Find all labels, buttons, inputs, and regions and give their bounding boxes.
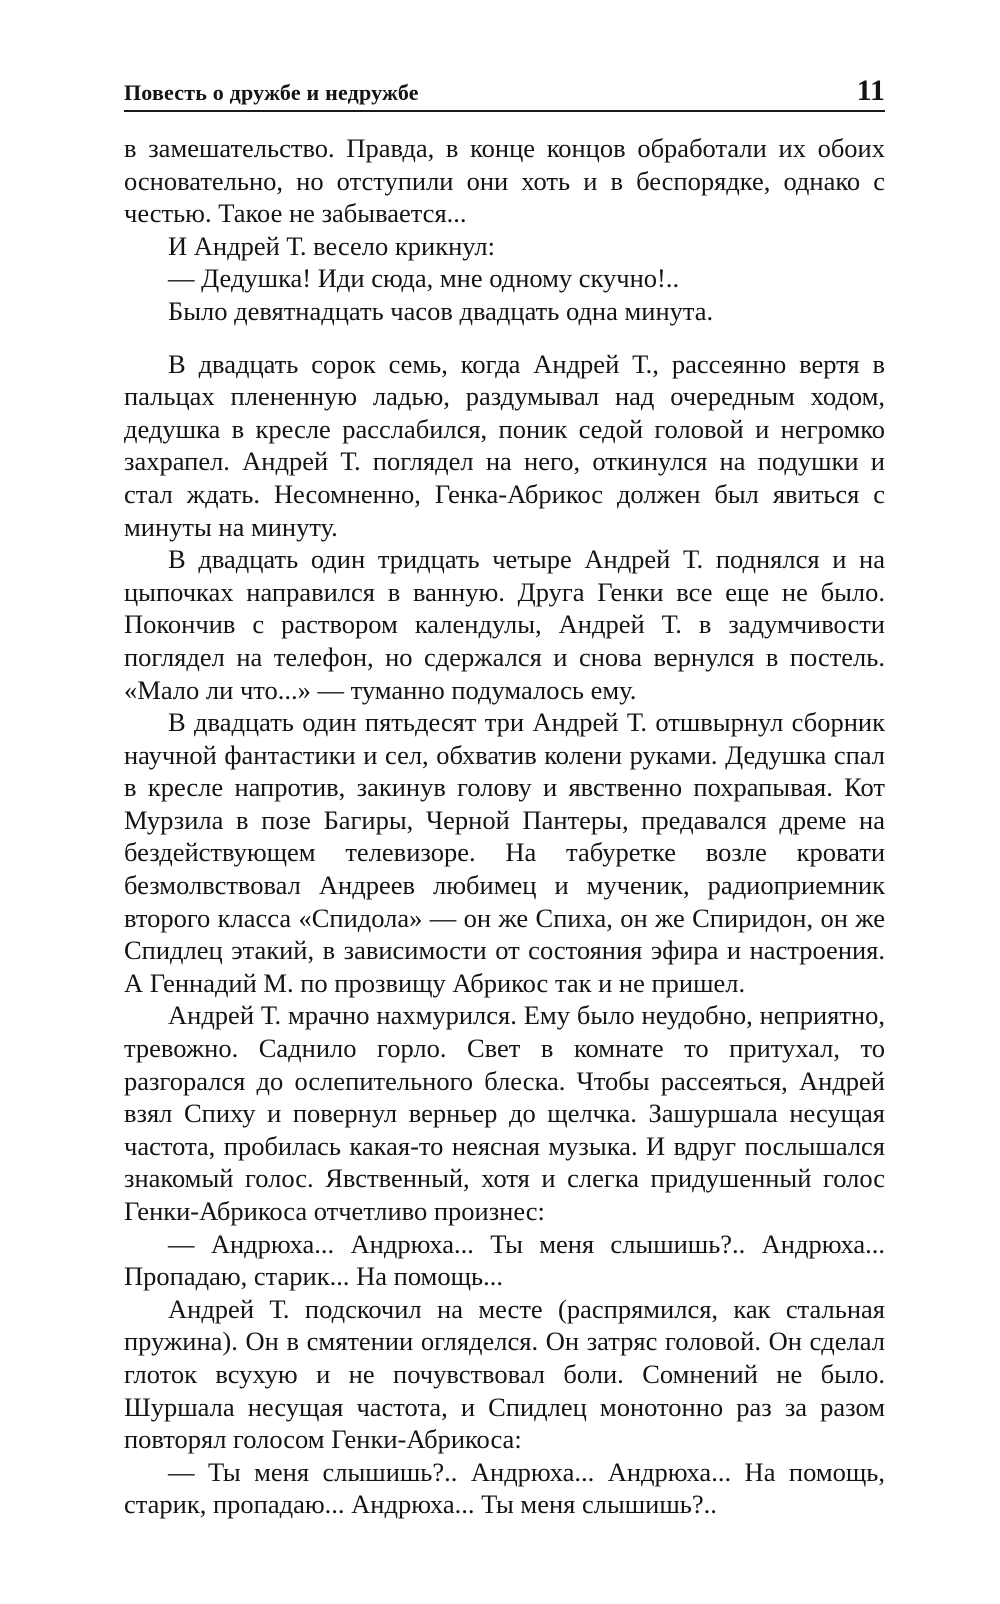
paragraph: В двадцать один пятьдесят три Андрей Т. отшвырнул сборник научной фантастики и сел, обхватив колени руками. Дедушка спал в кресле напротив, закинув голову и явственно похрапывая. Кот Мурзила в позе Багиры, Черной Пантеры, предавался дреме на бездействующем телевизоре. На табуретке возле кровати безмолвствовал Андреев любимец и мученик, радиоприемник второго класса «Спидола» — он же Спиха, он же Спиридон, он же Спидлец этакий, в зависимости от состояния эфира и настроения. А Геннадий М. по прозвищу Абрикос так и не пришел. [124,707,885,998]
body-text [124,132,885,1521]
paragraph: Андрей Т. подскочил на месте (распрямился, как стальная пружина). Он в смятении огляделся. Он затряс головой. Он сделал глоток всухую и не почувствовал боли. Сомнений не было. Шуршала несущая частота, и Спидлец монотонно раз за разом повторял голосом Генки-Абрикоса: [124,1293,885,1455]
paragraph: В двадцать один тридцать четыре Андрей Т. поднялся и на цыпочках направился в ванную. Друга Генки все еще не было. Покончив с раствором календулы, Андрей Т. в задумчивости поглядел на телефон, но сдержался и снова вернулся в постель. «Мало ли что...» — туманно подумалось ему. [124,544,885,705]
running-header [124,70,885,112]
page-number: 11 [856,74,885,107]
paragraph: в замешательство. Правда, в конце концов обработали их обоих основательно, но отступили они хоть и в беспорядке, однако с честью. Такое не забывается... [124,133,885,229]
paragraph: В двадцать сорок семь, когда Андрей Т., рассеянно вертя в пальцах плененную ладью, раздумывал над очередным ходом, дедушка в кресле расслабился, поник седой головой и негромко захрапел. Андрей Т. поглядел на него, откинулся на подушки и стал ждать. Несомненно, Генка-Абрикос должен был явиться с минуты на минуту. [124,348,885,542]
paragraph: Было девятнадцать часов двадцать одна минута. [168,295,714,326]
running-title: Повесть о дружбе и недружбе [124,80,419,105]
paragraph: Андрей Т. мрачно нахмурился. Ему было неудобно, неприятно, тревожно. Саднило горло. Свет в комнате то притухал, то разгорался до ослепительного блеска. Чтобы рассеяться, Андрей взял Спиху и повернул верньер до щелчка. Зашуршала несущая частота, пробилась какая-то неясная музыка. И вдруг послышался знакомый голос. Явственный, хотя и слегка придушенный голос Генки-Абрикоса отчетливо произнес: [124,1000,885,1226]
paragraph: — Дедушка! Иди сюда, мне одному скучно!.. [168,263,680,294]
paragraph: — Андрюха... Андрюха... Ты меня слышишь?.. Андрюха... Пропадаю, старик... На помощь... [124,1228,885,1292]
paragraph: — Ты меня слышишь?.. Андрюха... Андрюха... На помощь, старик, пропадаю... Андрюха... Ты меня слышишь?.. [124,1456,885,1520]
book-page [124,70,885,1521]
paragraph: И Андрей Т. весело крикнул: [168,230,495,261]
